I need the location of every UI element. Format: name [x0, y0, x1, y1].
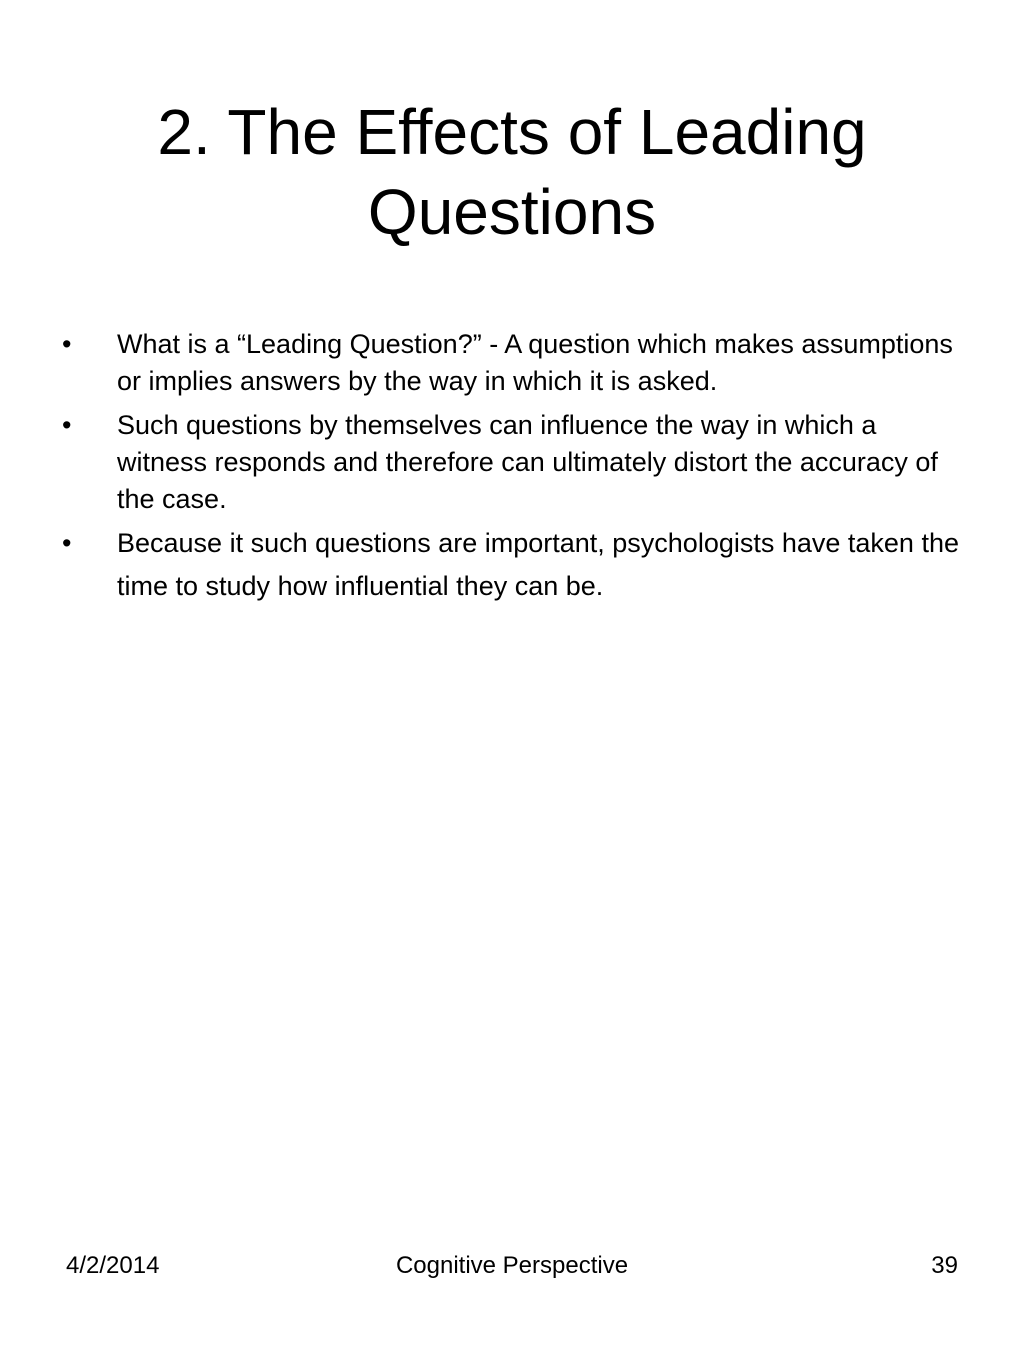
bullet-list	[62, 326, 962, 615]
bullet-text: Such questions by themselves can influence the way in which a witness responds and therefore can ultimately distort the accuracy of the case.	[117, 410, 938, 514]
bullet-marker: •	[62, 528, 72, 558]
slide-title-line-2: Questions	[367, 176, 657, 248]
slide-title-line-1: 2. The Effects of Leading	[157, 96, 867, 168]
footer-date: 4/2/2014	[66, 1252, 160, 1279]
bullet-item	[62, 522, 962, 608]
bullet-item	[62, 326, 962, 400]
footer-title: Cognitive Perspective	[395, 1252, 629, 1279]
slide-title	[90, 92, 934, 252]
bullet-text: What is a “Leading Question?” - A question which makes assumptions or implies answers by the way in which it is asked.	[117, 329, 953, 396]
bullet-text: Because it such questions are important, psychologists have taken the time to study how influential they can be.	[117, 528, 959, 601]
page-number: 39	[931, 1252, 958, 1279]
bullet-marker: •	[62, 329, 72, 359]
bullet-item	[62, 407, 962, 518]
bullet-marker: •	[62, 410, 72, 440]
